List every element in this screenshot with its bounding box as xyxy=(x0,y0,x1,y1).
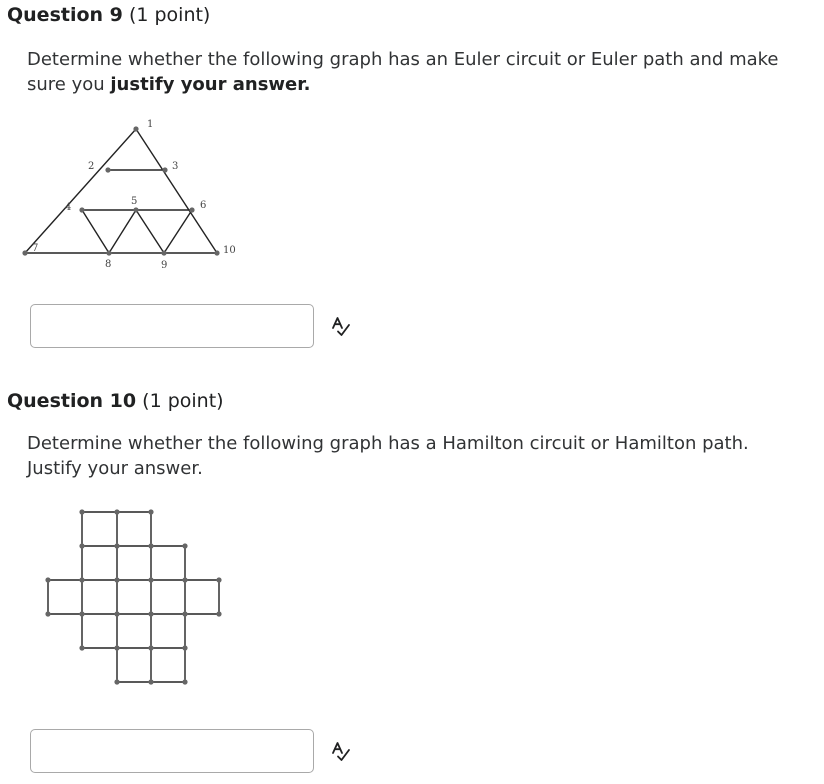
graph-node xyxy=(148,543,153,548)
graph-label-1: 1 xyxy=(147,119,154,130)
graph-label-5: 5 xyxy=(131,196,138,207)
graph-node xyxy=(148,509,153,514)
graph-node-6 xyxy=(189,207,194,212)
spellcheck-icon[interactable] xyxy=(330,316,352,338)
graph-node xyxy=(182,645,187,650)
question-9-number: Question 9 xyxy=(7,4,123,26)
graph-node-9 xyxy=(161,250,166,255)
graph-label-7: 7 xyxy=(32,243,39,254)
graph-node xyxy=(45,577,50,582)
graph-node xyxy=(216,577,221,582)
graph-label-10: 10 xyxy=(223,245,236,256)
question-9-points: (1 point) xyxy=(128,4,211,26)
graph-node xyxy=(114,645,119,650)
graph-node xyxy=(114,577,119,582)
graph-label-6: 6 xyxy=(200,200,207,211)
graph-label-9: 9 xyxy=(161,260,168,271)
graph-node xyxy=(148,679,153,684)
graph-node xyxy=(148,611,153,616)
graph-edge xyxy=(25,129,136,253)
graph-node-1 xyxy=(133,126,138,131)
spellcheck-icon[interactable] xyxy=(330,741,352,763)
question-9-text: Determine whether the following graph has an Euler circuit or Euler path and make sure you xyxy=(27,49,779,95)
question-10-number: Question 10 xyxy=(7,390,137,412)
graph-label-8: 8 xyxy=(105,259,112,270)
question-9-prompt xyxy=(27,47,817,97)
graph-edge xyxy=(109,210,136,253)
graph-node-7 xyxy=(22,250,27,255)
graph-node xyxy=(216,611,221,616)
graph-node-10 xyxy=(214,250,219,255)
question-9-answer-input[interactable] xyxy=(30,304,314,348)
hamilton-graph-figure xyxy=(40,505,230,695)
graph-edge xyxy=(82,210,109,253)
graph-node-8 xyxy=(106,250,111,255)
graph-edge xyxy=(164,210,192,253)
graph-node xyxy=(182,543,187,548)
graph-node xyxy=(114,543,119,548)
graph-node xyxy=(45,611,50,616)
euler-graph-figure xyxy=(25,112,250,272)
question-10-prompt xyxy=(27,431,797,481)
graph-node xyxy=(79,645,84,650)
graph-node xyxy=(114,611,119,616)
graph-node xyxy=(79,509,84,514)
graph-node xyxy=(79,611,84,616)
graph-node xyxy=(148,577,153,582)
graph-node-5 xyxy=(133,207,138,212)
graph-node-4 xyxy=(79,207,84,212)
graph-label-2: 2 xyxy=(88,161,95,172)
question-10-points: (1 point) xyxy=(142,390,224,412)
graph-node xyxy=(114,679,119,684)
graph-node-2 xyxy=(105,167,110,172)
graph-node xyxy=(182,577,187,582)
graph-label-4: 4 xyxy=(65,202,72,213)
graph-edge xyxy=(136,210,164,253)
graph-node xyxy=(114,509,119,514)
graph-node xyxy=(182,679,187,684)
question-10-answer-input[interactable] xyxy=(30,729,314,773)
graph-node xyxy=(148,645,153,650)
question-10-title xyxy=(7,390,224,412)
graph-node-3 xyxy=(162,167,167,172)
graph-label-3: 3 xyxy=(172,161,179,172)
question-10-text: Determine whether the following graph has a Hamilton circuit or Hamilton path. Justify your answer. xyxy=(27,433,749,479)
question-9-title xyxy=(7,4,210,26)
graph-node xyxy=(79,543,84,548)
question-9-bold-text: justify your answer. xyxy=(110,74,311,95)
graph-node xyxy=(79,577,84,582)
graph-node xyxy=(182,611,187,616)
